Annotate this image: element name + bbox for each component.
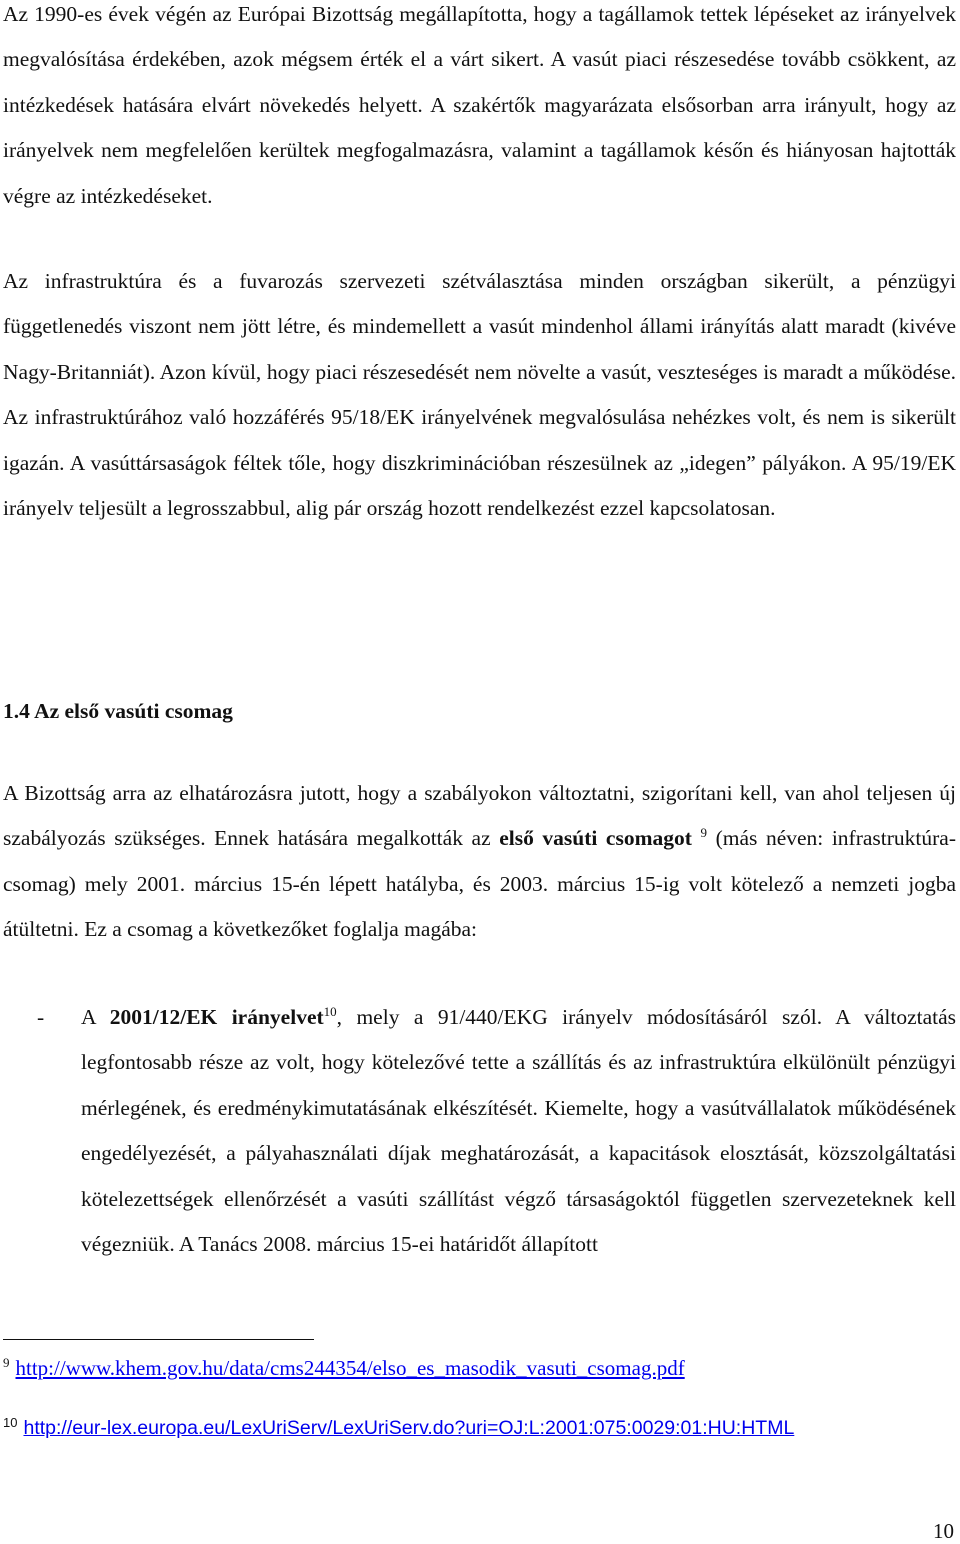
footnote-number: 10 <box>3 1414 18 1430</box>
list-text: A <box>81 1005 110 1029</box>
footnote-link[interactable]: http://www.khem.gov.hu/data/cms244354/elso_es_masodik_vasuti_csomag.pdf <box>15 1356 685 1380</box>
paragraph-infrastructure-separation: Az infrastruktúra és a fuvarozás szervezeti szétválasztása minden országban sikerült, a pénzügyi függetlenedés viszont nem jött létre, és mindemellett a vasút mindenhol állami irányítás alatt maradt (kivéve Nagy-Britanniát). Azon kívül, hogy piaci részesedését nem növelte a vasút, veszteséges is maradt a működése. Az infrastruktúrához való hozzáférés 95/18/EK irányelvének megvalósulása nehézkes volt, és nem is sikerült igazán. A vasúttársaságok féltek tőle, hogy diszkriminációban részesülnek az „idegen” pályákon. A 95/19/EK irányelv teljesült a legrosszabbul, alig pár ország hozott rendelkezést ezzel kapcsolatosan. <box>3 269 956 521</box>
footnote-divider <box>3 1339 314 1340</box>
paragraph-text: A Bizottság arra az elhatározásra jutott, hogy a szabályokon változtatni, szigorítani kell, van ahol teljesen új szabályozás szükséges. Ennek hatására megalkották az <box>3 781 956 851</box>
footnote-link[interactable]: http://eur-lex.europa.eu/LexUriServ/LexUriServ.do?uri=OJ:L:2001:075:0029:01:HU:HTML <box>23 1417 795 1439</box>
bold-term: 2001/12/EK irányelvet <box>109 1005 324 1029</box>
footnote-9 <box>3 1353 685 1383</box>
footnote-reference[interactable]: 9 <box>700 825 707 841</box>
bold-term: első vasúti csomagot <box>499 826 692 851</box>
list-bullet: - <box>37 1005 45 1029</box>
paragraph-text: (más néven: infrastruktúra-csomag) mely 2001. március 15-én lépett hatályba, és 2003. március 15-ig volt kötelező a nemzeti jogba átültetni. Ez a csomag a következőket foglalja magába: <box>3 826 956 942</box>
paragraph-eu-commission-findings: Az 1990-es évek végén az Európai Bizottság megállapította, hogy a tagállamok tettek lépéseket az irányelvek megvalósítása érdekében, azok mégsem érték el a várt sikert. A vasút piaci részesedése tovább csökkent, az intézkedések hatására elvárt növekedés helyett. A szakértők magyarázata elsősorban arra irányult, hogy az irányelvek nem megfelelően kerültek megfogalmazásra, valamint a tagállamok későn és hiányosan hajtották végre az intézkedéseket. <box>3 2 956 208</box>
footnote-number: 9 <box>3 1355 10 1370</box>
paragraph-first-railway-package <box>3 771 956 953</box>
section-heading: 1.4 Az első vasúti csomag <box>3 699 233 723</box>
footnote-reference[interactable]: 10 <box>323 1003 337 1019</box>
page-number: 10 <box>933 1519 954 1543</box>
list-item-text <box>81 995 956 1267</box>
list-item <box>3 995 956 1267</box>
footnote-10 <box>3 1413 794 1443</box>
list-text: , mely a 91/440/EKG irányelv módosításáról szól. A változtatás legfontosabb része az volt, hogy kötelezővé tette a szállítás és az infrastruktúra elkülönült pénzügyi mérlegének, és eredménykimutatásának elkészítését. Kiemelte, hogy a vasútvállalatok működésének engedélyezését, a pályahasználati díjak meghatározását, a kapacitások elosztását, közszolgáltatási kötelezettségek ellenőrzését a vasúti szállítást végző társaságoktól független szervezeteknek kell végezniük. A Tanács 2008. március 15-ei határidőt állapított <box>81 1005 957 1257</box>
